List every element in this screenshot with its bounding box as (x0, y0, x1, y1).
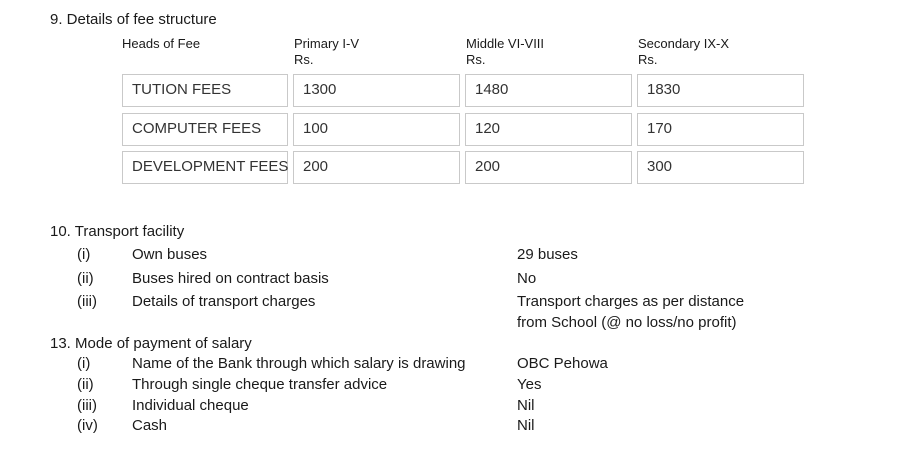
transport-item-label: Buses hired on contract basis (132, 270, 329, 287)
salary-item-value: Nil (517, 397, 535, 414)
header-middle (466, 36, 544, 68)
header-secondary-unit: Rs. (638, 52, 658, 67)
salary-item-value: Yes (517, 376, 542, 393)
salary-item-label: Cash (132, 417, 168, 434)
transport-item-label: Details of transport charges (132, 293, 316, 310)
salary-item-value: OBC Pehowa (517, 355, 608, 372)
header-heads-of-fee: Heads of Fee (122, 36, 201, 51)
salary-item-label: Individual cheque (132, 397, 249, 414)
transport-item-label: Own buses (132, 246, 208, 263)
transport-item-value: Transport charges as per distance (517, 293, 745, 310)
fee-primary-development: 200 (293, 151, 460, 184)
transport-item-num: (i) (77, 246, 91, 263)
fee-primary-computer: 100 (293, 113, 460, 146)
salary-item-num: (ii) (77, 376, 94, 393)
fee-section-title: 9. Details of fee structure (50, 11, 217, 28)
fee-middle-development: 200 (465, 151, 632, 184)
transport-item-value: 29 buses (517, 246, 578, 263)
salary-item-num: (iv) (77, 417, 98, 434)
header-secondary (638, 36, 729, 68)
transport-section-title: 10. Transport facility (50, 223, 185, 240)
fee-primary-tuition: 1300 (293, 74, 460, 107)
header-middle-unit: Rs. (466, 52, 486, 67)
salary-item-num: (iii) (77, 397, 97, 414)
salary-item-label: Through single cheque transfer advice (132, 376, 388, 393)
fee-secondary-tuition: 1830 (637, 74, 804, 107)
transport-item-value: No (517, 270, 537, 287)
fee-middle-computer: 120 (465, 113, 632, 146)
fee-middle-tuition: 1480 (465, 74, 632, 107)
header-primary-label: Primary I-V (294, 36, 359, 51)
transport-item-num: (ii) (77, 270, 94, 287)
fee-head-computer: COMPUTER FEES (122, 113, 288, 146)
header-secondary-label: Secondary IX-X (638, 36, 730, 51)
fee-secondary-computer: 170 (637, 113, 804, 146)
header-middle-label: Middle VI-VIII (466, 36, 545, 51)
fee-head-tuition: TUTION FEES (122, 74, 288, 107)
transport-item-num: (iii) (77, 293, 97, 310)
header-primary-unit: Rs. (294, 52, 314, 67)
fee-head-development: DEVELOPMENT FEES (122, 151, 288, 184)
transport-item-value-continued: from School (@ no loss/no profit) (517, 314, 737, 331)
salary-item-label: Name of the Bank through which salary is drawing (132, 355, 466, 372)
fee-secondary-development: 300 (637, 151, 804, 184)
salary-item-value: Nil (517, 417, 535, 434)
salary-section-title: 13. Mode of payment of salary (50, 335, 252, 352)
header-primary (294, 36, 359, 68)
salary-item-num: (i) (77, 355, 91, 372)
